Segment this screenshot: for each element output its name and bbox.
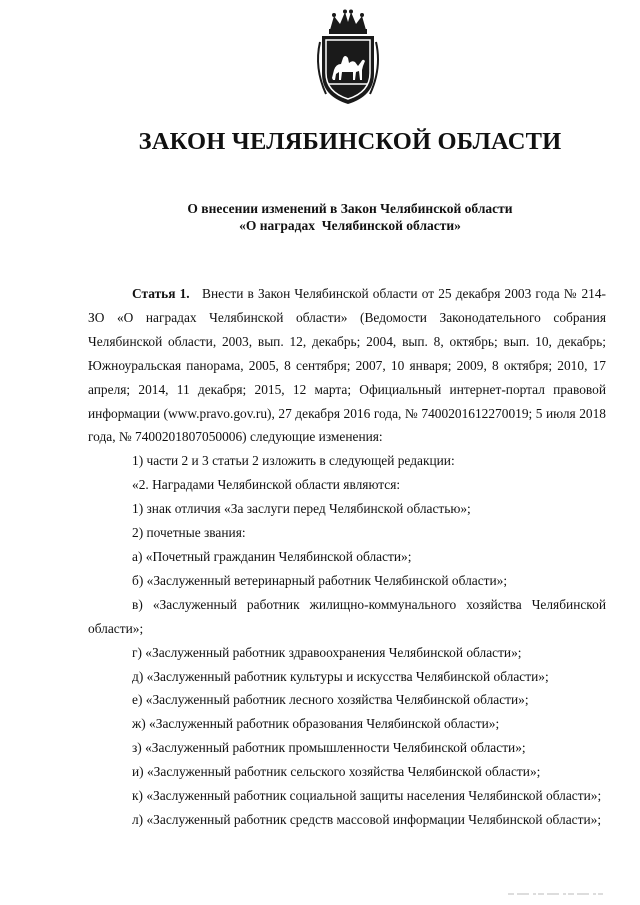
list-item: «2. Наградами Челябинской области являются: (132, 477, 401, 493)
list-item: а) «Почетный гражданин Челябинской области»; (132, 548, 412, 564)
document-title: ЗАКОН ЧЕЛЯБИНСКОЙ ОБЛАСТИ (138, 128, 562, 155)
list-item: 2) почетные звания: (132, 525, 246, 541)
article-1-intro: Внести в Закон Челябинской области от 25 декабря 2003 года № 214-ЗО «О наградах Челябинской области» (Ведомости Законодательного собрания Челябинской области, 2003, вып. 12, декабрь; 2004, вып. 8, октябрь; вып. 10, декабрь; Южноуральская панорама, 2005, 8 сентября; 2007, 10 января; 2009, 8 октября; 2010, 17 апреля; 2014, 11 декабря; 2015, 12 марта; Официальный интернет-портал правовой информации (www.pravo.gov.ru), 27 декабря 2016 года, № 7400201612270019; 5 июля 2018 года, № 7400201807050006) следующие изменения: (88, 286, 606, 445)
list-item: з) «Заслуженный работник промышленности Челябинской области»; (132, 740, 526, 756)
document-body (88, 282, 606, 832)
list-item: к) «Заслуженный работник социальной защиты населения Челябинской области»; (132, 788, 602, 804)
article-1-label: Статья 1. (132, 286, 190, 301)
subtitle-line-2: «О наградах Челябинской области» (239, 218, 461, 233)
list-item: б) «Заслуженный ветеринарный работник Челябинской области»; (132, 572, 508, 588)
list-item: 1) знак отличия «За заслуги перед Челябинской областью»; (132, 501, 471, 517)
list-item: и) «Заслуженный работник сельского хозяйства Челябинской области»; (132, 764, 541, 780)
list-item: ж) «Заслуженный работник образования Челябинской области»; (132, 716, 500, 732)
chelyabinsk-coat-of-arms-icon (312, 8, 384, 108)
list-item: 1) части 2 и 3 статьи 2 изложить в следующей редакции: (132, 453, 455, 469)
document-subtitle (0, 200, 640, 234)
list-item: г) «Заслуженный работник здравоохранения Челябинской области»; (132, 644, 522, 660)
list-item: е) «Заслуженный работник лесного хозяйства Челябинской области»; (132, 692, 529, 708)
list-item: л) «Заслуженный работник средств массовой информации Челябинской области»; (132, 811, 602, 827)
article-1-paragraph (88, 282, 606, 449)
list-item-v: в) «Заслуженный работник жилищно-коммунального хозяйства Челябинской области»; (88, 596, 606, 636)
subtitle-line-1: О внесении изменений в Закон Челябинской области (187, 201, 513, 216)
list-item: д) «Заслуженный работник культуры и искусства Челябинской области»; (132, 668, 549, 684)
scan-artifact-line (508, 893, 603, 895)
